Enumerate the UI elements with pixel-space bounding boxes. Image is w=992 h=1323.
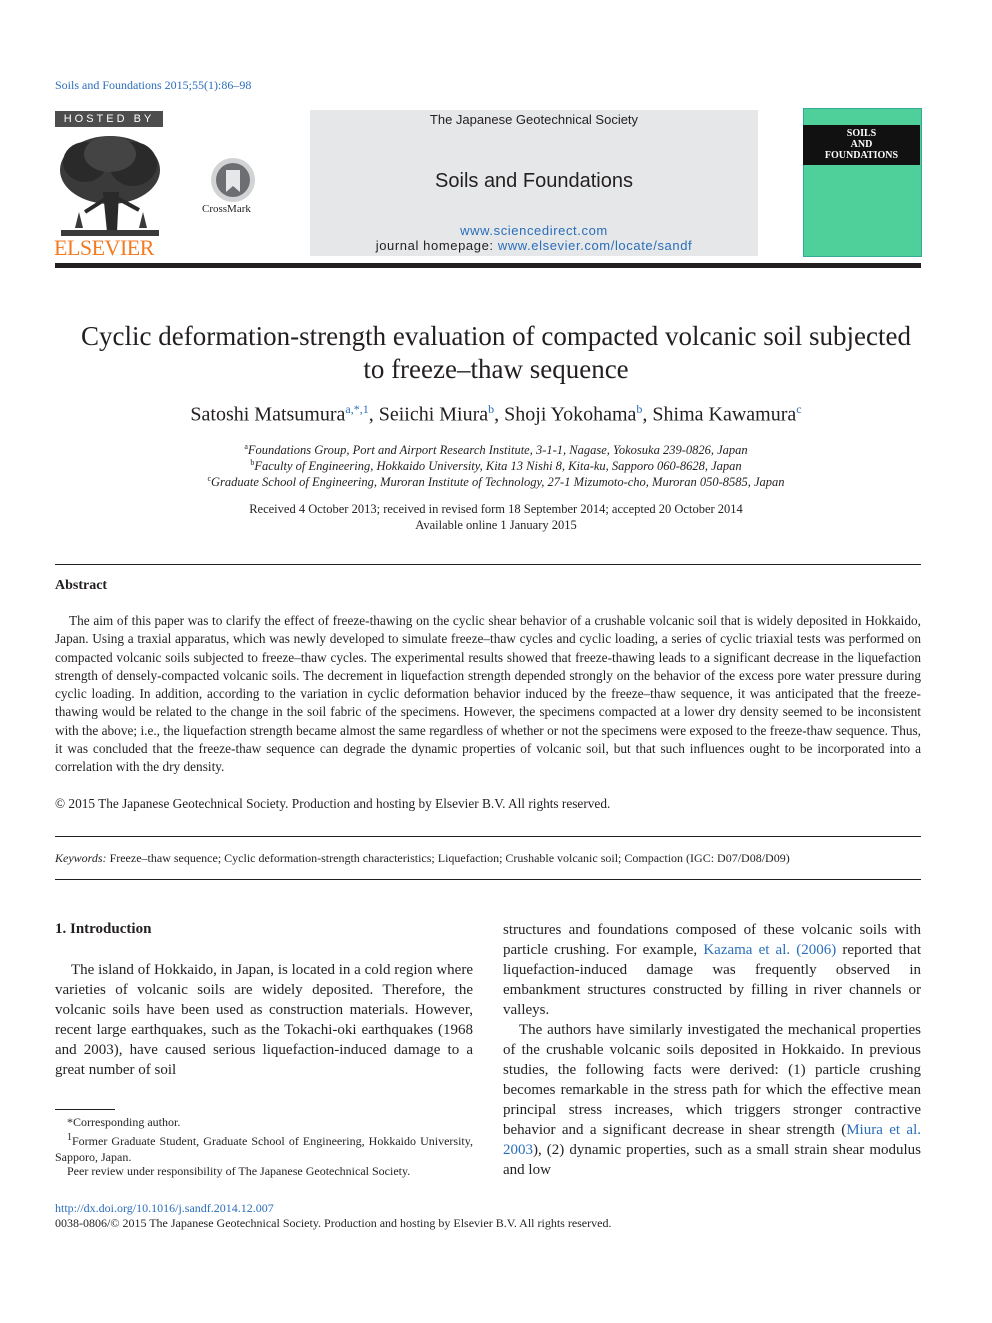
intro-paragraph bbox=[503, 1020, 921, 1180]
citation-kazama-2006-link[interactable]: Kazama et al. (2006) bbox=[703, 942, 837, 958]
keywords-label: Keywords: bbox=[55, 851, 107, 865]
footnote-former bbox=[55, 1130, 473, 1165]
intro-paragraph: The island of Hokkaido, in Japan, is located in a cold region where varieties of volcanic soils are widely deposited. Therefore, the volcanic soils have been used as construction materials. However, recent large earthquakes, such as the Tokachi-oki earthquakes (1968 and 2003), have caused serious liquefaction-induced damage to a great number of soil bbox=[55, 962, 473, 1078]
elsevier-wordmark: ELSEVIER bbox=[54, 235, 154, 260]
crossmark-label: CrossMark bbox=[202, 203, 251, 215]
footnote-mark: 1 bbox=[67, 1132, 72, 1143]
author-affiliation-mark[interactable]: a,*,1 bbox=[345, 402, 369, 416]
abstract-heading: Abstract bbox=[55, 578, 108, 593]
abstract-body: The aim of this paper was to clarify the effect of freeze-thawing on the cyclic shear behavior of a crushable volcanic soil that is widely deposited in Hokkaido, Japan. Using a traxial apparatus, which was newly developed to simulate freeze–thaw cycles and cyclic loading, a series of cyclic triaxial tests was performed on compacted volcanic soils subjected to freeze–thaw cycles. The experimental results showed that freeze-thawing leads to a significant decrease in the liquefaction strength of densely-compacted volcanic soils. The decrement in liquefaction strength depended strongly on the behavior of the excess pore water pressure during cyclic loading. In addition, according to the variation in cyclic deformation behavior induced by the freeze–thaw sequence, it was anticipated that the freeze-thawing would be related to the change in the soil fabric of the specimens. However, the specimens compacted at a lower dry density seemed to be inconsistent with the above; i.e., the liquefaction strength became almost the same regardless of whether or not the specimens were exposed to the freeze-thaw sequence. Thus, it was concluded that the freeze-thaw sequence can degrade the dynamic properties of volcanic soil, but that such influences ought to be incorporated into a correlation with the dry density. bbox=[55, 613, 921, 775]
author-affiliation-mark[interactable]: c bbox=[796, 402, 802, 416]
affiliation-text: Faculty of Engineering, Hokkaido University, Kita 13 Nishi 8, Kita-ku, Sapporo 060-8628, Japan bbox=[254, 459, 742, 474]
affiliation bbox=[40, 442, 952, 458]
author-affiliation-mark[interactable]: b bbox=[488, 402, 495, 416]
affiliation-mark: c bbox=[207, 474, 211, 483]
hosted-by-label: HOSTED BY bbox=[55, 111, 163, 127]
abstract-divider-top bbox=[55, 564, 921, 565]
cover-title-line: AND bbox=[850, 139, 873, 150]
article-title-line: to freeze–thaw sequence bbox=[363, 354, 629, 384]
article-title bbox=[40, 320, 952, 386]
keywords-divider-bottom bbox=[55, 879, 921, 880]
article-history: Received 4 October 2013; received in revised form 18 September 2014; accepted 20 October 2014 bbox=[249, 502, 743, 516]
author-affiliation-mark[interactable]: b bbox=[636, 402, 643, 416]
affiliation bbox=[40, 458, 952, 474]
affiliation-mark: a bbox=[244, 442, 248, 451]
affiliation bbox=[40, 474, 952, 490]
society-name: The Japanese Geotechnical Society bbox=[429, 112, 639, 127]
text-run: The authors have similarly investigated the mechanical properties of the crushable volcanic soils deposited in Hokkaido. In previous studies, the following facts were derived: (1) particle crushing becomes remarkable in the stress path for which the effective mean principal stress increases, which triggers stronger contractive behavior and a significant decrease in shear strength ( bbox=[503, 1022, 921, 1138]
footnote-divider bbox=[55, 1109, 115, 1110]
text-run: ), (2) dynamic properties, such as a small strain shear modulus and low bbox=[503, 1142, 921, 1178]
cover-title bbox=[803, 128, 920, 161]
text-run: reported that liquefaction-induced damage was frequently observed in embankment structures constructed by filling in river channels or valleys. bbox=[503, 942, 922, 1018]
section-heading-introduction: 1. Introduction bbox=[55, 921, 152, 937]
journal-citation-link[interactable]: Soils and Foundations 2015;55(1):86–98 bbox=[55, 78, 252, 92]
homepage-link[interactable]: www.elsevier.com/locate/sandf bbox=[497, 238, 693, 253]
text-run: structures and foundations composed of these volcanic soils with particle crushing. For example, bbox=[503, 922, 921, 958]
author-name[interactable]: Shima Kawamura bbox=[652, 403, 797, 426]
affiliation-text: Foundations Group, Port and Airport Research Institute, 3-1-1, Nagase, Yokosuka 239-0826, Japan bbox=[247, 443, 748, 458]
cover-title-line: FOUNDATIONS bbox=[824, 150, 899, 161]
cover-title-line: SOILS bbox=[846, 128, 877, 139]
author-name[interactable]: Shoji Yokohama bbox=[504, 403, 637, 426]
keywords bbox=[55, 851, 921, 866]
author-list: Satoshi Matsumura$^{a,*,1}$, Seiichi Miura$^b$, Shoji Yokohama$^b$, Shima Kawamura$^c$ bbox=[190, 402, 802, 426]
doi-link[interactable]: http://dx.doi.org/10.1016/j.sandf.2014.12.007 bbox=[55, 1201, 274, 1215]
footnote-text: Former Graduate Student, Graduate School of Engineering, Hokkaido University, Sapporo, Japan. bbox=[55, 1134, 473, 1164]
keywords-text: Freeze–thaw sequence; Cyclic deformation-strength characteristics; Liquefaction; Crushable volcanic soil; Compaction (IGC: D07/D08/D09) bbox=[109, 851, 790, 865]
affiliation-text: Graduate School of Engineering, Muroran Institute of Technology, 27-1 Mizumoto-cho, Muroran 050-8585, Japan bbox=[211, 475, 785, 490]
sciencedirect-link[interactable]: www.sciencedirect.com bbox=[460, 223, 608, 238]
abstract-copyright: © 2015 The Japanese Geotechnical Society. Production and hosting by Elsevier B.V. All rights reserved. bbox=[55, 796, 611, 811]
issn-copyright: 0038-0806/© 2015 The Japanese Geotechnical Society. Production and hosting by Elsevier B.V. All rights reserved. bbox=[55, 1216, 612, 1230]
journal-homepage bbox=[310, 238, 758, 253]
homepage-label: journal homepage: bbox=[375, 238, 494, 253]
available-online: Available online 1 January 2015 bbox=[415, 518, 577, 532]
intro-paragraph-continued bbox=[503, 920, 921, 1020]
header-divider bbox=[55, 263, 921, 268]
author-name[interactable]: Seiichi Miura bbox=[378, 403, 489, 426]
journal-name: Soils and Foundations bbox=[435, 170, 633, 192]
article-title-line: Cyclic deformation-strength evaluation of compacted volcanic soil subjected bbox=[81, 321, 911, 351]
citation-miura-2003-link[interactable]: Miura et al. 2003 bbox=[503, 1122, 921, 1158]
affiliation-mark: b bbox=[250, 458, 255, 467]
author-name[interactable]: Satoshi Matsumura bbox=[190, 403, 346, 426]
elsevier-tree-logo-icon bbox=[55, 132, 165, 240]
footnote-corresponding: *Corresponding author. bbox=[67, 1115, 181, 1129]
keywords-divider-top bbox=[55, 836, 921, 837]
footnote-peer-review: Peer review under responsibility of The Japanese Geotechnical Society. bbox=[67, 1164, 411, 1178]
